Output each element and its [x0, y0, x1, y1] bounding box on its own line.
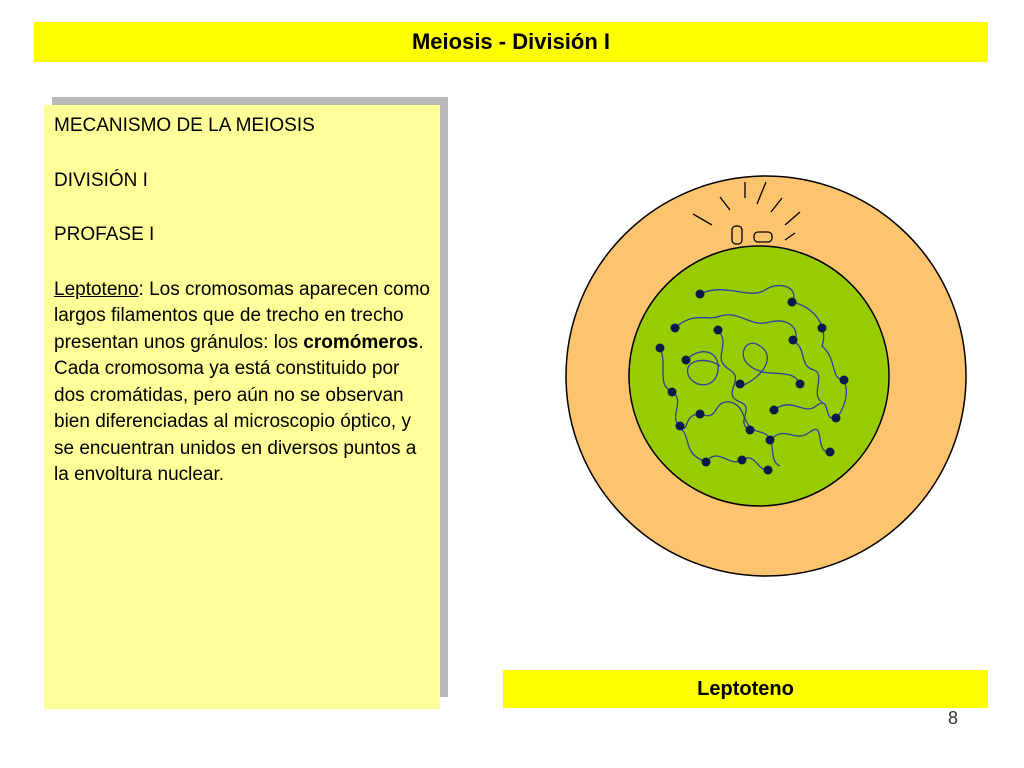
chromomere: [796, 380, 805, 389]
chromomere: [668, 388, 677, 397]
chromomere: [714, 326, 723, 335]
cell-diagram: [560, 170, 980, 590]
figure-caption: Leptoteno: [503, 670, 988, 708]
heading-prophase: PROFASE I: [54, 224, 155, 245]
heading-division: DIVISIÓN I: [54, 169, 148, 191]
chromomere: [702, 458, 711, 467]
page-number: 8: [948, 708, 959, 728]
chromomere: [671, 324, 680, 333]
chromomere: [764, 466, 773, 475]
chromomere: [766, 436, 775, 445]
chromomere: [738, 456, 747, 465]
chromomere: [789, 336, 798, 345]
chromomere: [736, 380, 745, 389]
term-leptotene: Leptoteno: [54, 278, 139, 300]
term-chromomeres: cromómeros: [303, 331, 419, 353]
chromomere: [770, 406, 779, 415]
chromomere: [826, 448, 835, 457]
chromomere: [696, 290, 705, 299]
chromomere: [696, 410, 705, 419]
nucleus: [629, 246, 889, 506]
chromomere: [818, 324, 827, 333]
slide-title: Meiosis - División I: [34, 22, 988, 62]
heading-mechanism: MECANISMO DE LA MEIOSIS: [54, 115, 315, 136]
chromomere: [676, 422, 685, 431]
chromomere: [682, 356, 691, 365]
description-part2: . Cada cromosoma ya está constituido por dos cromátidas, pero aún no se observan bien diferenciadas al microscopio óptico, y se encuentran unidos en diversos puntos a la envoltura nuclear.: [54, 331, 424, 485]
description-part1: : Los cromosomas aparecen como largos filamentos que de trecho en trecho presentan unos gránulos: los: [54, 278, 430, 353]
text-panel: [44, 105, 440, 709]
leptotene-description: [54, 277, 430, 489]
chromomere: [656, 344, 665, 353]
chromomere: [832, 414, 841, 423]
chromomere: [746, 426, 755, 435]
chromomere: [840, 376, 849, 385]
chromomere: [788, 298, 797, 307]
